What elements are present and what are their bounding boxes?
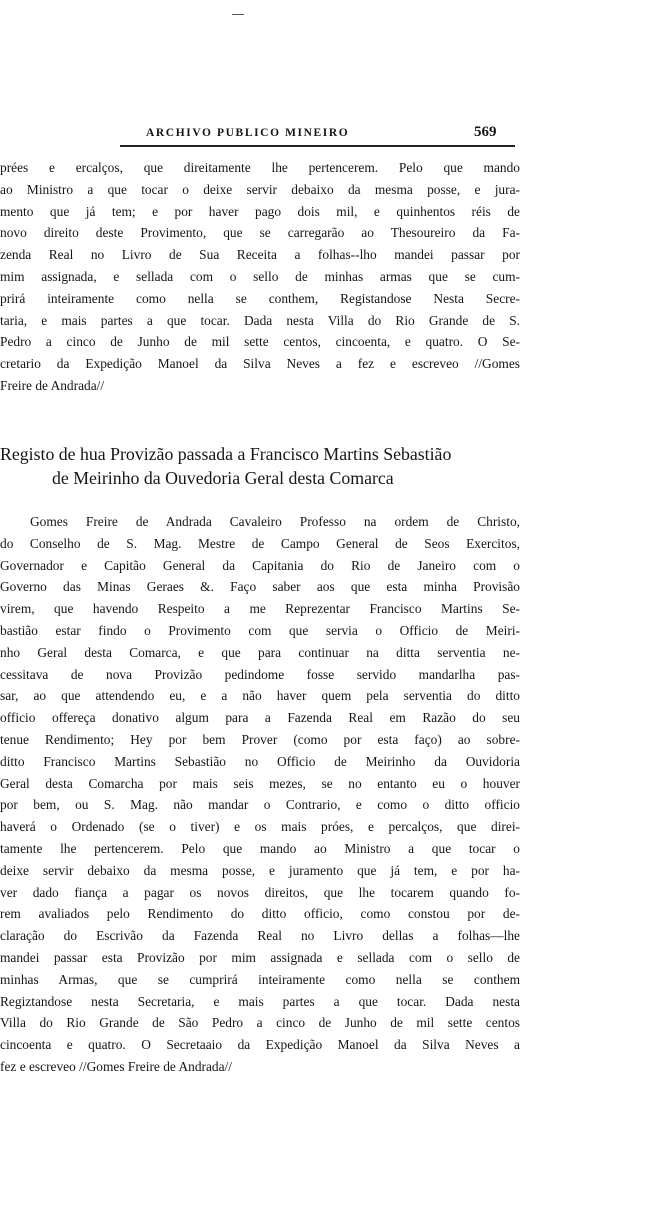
text-line: officio offereça donativo algum para a Fazenda Real em Razão do seu [0, 710, 520, 726]
paragraph-1 [0, 157, 520, 397]
text-line: por bem, ou S. Mag. não mandar o Contrario, e como o ditto officio [0, 797, 520, 813]
text-line: cincoenta e quatro. O Secretaaio da Expedição Manoel da Silva Neves a [0, 1037, 520, 1053]
paragraph-2 [0, 511, 520, 1078]
text-line: tamente lhe pertencerem. Pelo que mando ao Ministro a que tocar o [0, 840, 520, 856]
header-rule [120, 145, 515, 147]
text-line: Regiztandose nesta Secretaria, e mais partes a que tocar. Dada nesta [0, 993, 520, 1009]
stray-mark [232, 14, 244, 15]
text-line: prées e ercalços, que direitamente lhe pertencerem. Pelo que mando [0, 160, 520, 175]
heading-line-1: Registo de hua Provizão passada a Francisco Martins Sebastião [0, 444, 452, 464]
text-line: taria, e mais partes a que tocar. Dada nesta Villa do Rio Grande de S. [0, 312, 520, 328]
text-line: claração do Escrivão da Fazenda Real no Livro dellas a folhas—lhe [0, 928, 520, 944]
text-line: tenue Rendimento; Hey por bem Prover (como por esta faço) ao sobre- [0, 731, 520, 747]
text-line: haverá o Ordenado (se o tiver) e os mais próes, e percalços, que direi- [0, 819, 520, 835]
text-line: fez e escreveo //Gomes Freire de Andrada// [0, 1058, 233, 1074]
text-line: novo direito deste Provimento, que se carregarão ao Thesoureiro da Fa- [0, 225, 520, 241]
text-line: Governador e Capitão General da Capitania do Rio de Janeiro com o [0, 557, 520, 573]
text-line: ver dado fiança a pagar os novos direitos, que lhe tocarem quando fo- [0, 884, 520, 900]
text-line: cessitava de nova Provizão pedindome fosse servido mandarlha pas- [0, 666, 520, 682]
text-line: Governo das Minas Geraes &. Faço saber aos que esta minha Provisão [0, 579, 520, 595]
section-heading [0, 442, 520, 490]
text-line: cretario da Expedição Manoel da Silva Neves a fez e escreveo //Gomes [0, 356, 520, 372]
text-line: ao Ministro a que tocar o deixe servir debaixo da mesma posse, e jura- [0, 181, 520, 197]
text-line: Pedro a cinco de Junho de mil sette centos, cincoenta, e quatro. O Se- [0, 334, 520, 350]
text-line: prirá inteiramente como nella se conthem, Registandose Nesta Secre- [0, 290, 520, 306]
text-line: minhas Armas, que se cumprirá inteiramente como nella se conthem [0, 971, 520, 987]
text-line: Villa do Rio Grande de São Pedro a cinco de Junho de mil sette centos [0, 1015, 520, 1031]
text-line: nho Geral desta Comarca, e que para continuar na ditta serventia ne- [0, 644, 520, 660]
text-line: virem, que havendo Respeito a me Reprezentar Francisco Martins Se- [0, 601, 520, 617]
page-number: 569 [474, 124, 497, 140]
running-head [0, 124, 662, 144]
text-line: bastião estar findo o Provimento com que servia o Officio de Meiri- [0, 622, 520, 638]
text-line: do Conselho de S. Mag. Mestre de Campo General de Seos Exercitos, [0, 535, 520, 551]
text-line: sar, ao que attendendo eu, e a não haver quem pela serventia do ditto [0, 688, 520, 704]
text-line: ditto Francisco Martins Sebastião no Officio de Meirinho da Ouvidoria [0, 753, 520, 769]
running-title: ARCHIVO PUBLICO MINEIRO [146, 127, 350, 139]
text-line: rem avaliados pelo Rendimento do ditto officio, como constou por de- [0, 906, 520, 922]
text-line: Gomes Freire de Andrada Cavaleiro Professo na ordem de Christo, [30, 514, 520, 529]
text-line: mim assignada, e sellada com o sello de minhas armas que se cum- [0, 268, 520, 284]
text-line: mandei passar esta Provizão por mim assignada e sellada com o sello de [0, 949, 520, 965]
text-line: deixe servir debaixo da mesma posse, e juramento que já tem, e por ha- [0, 862, 520, 878]
text-line: Geral desta Comarcha por mais seis mezes, se no entanto eu o houver [0, 775, 520, 791]
heading-line-2: de Meirinho da Ouvedoria Geral desta Comarca [52, 468, 394, 488]
text-line: zenda Real no Livro de Sua Receita a folhas--lho mandei passar por [0, 247, 520, 263]
text-line: Freire de Andrada// [0, 377, 105, 393]
text-line: mento que já tem; e por haver pago dois mil, e quinhentos réis de [0, 203, 520, 219]
